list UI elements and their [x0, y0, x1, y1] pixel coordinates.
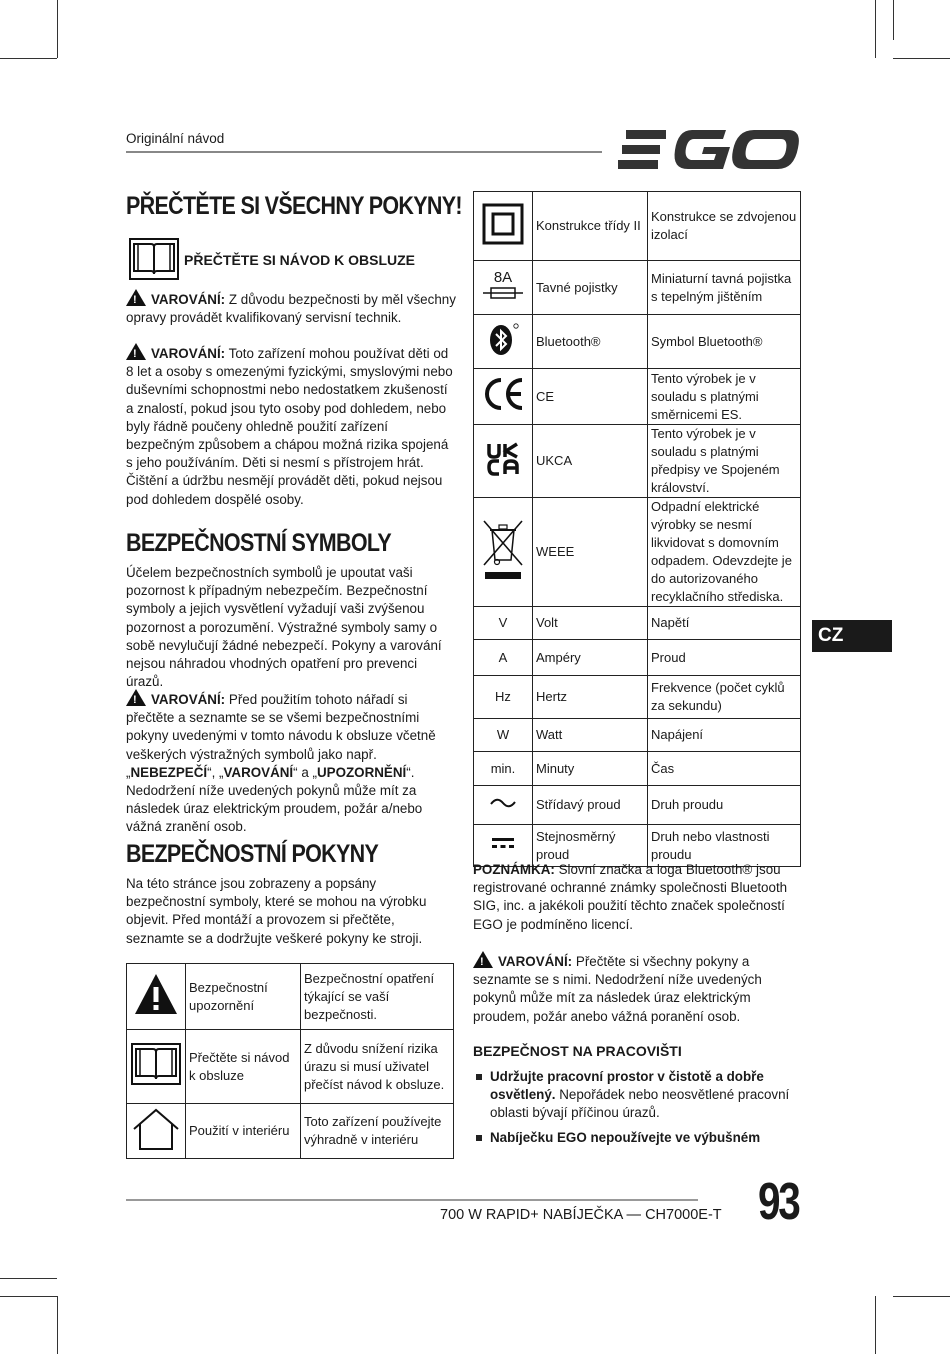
table-icon-cell: Hz — [474, 676, 533, 719]
warning-triangle-icon — [133, 971, 179, 1017]
table-icon-cell: V — [474, 607, 533, 640]
table-cell-desc: Konstrukce se zdvojenou izolací — [648, 192, 801, 261]
table-row — [127, 1030, 454, 1104]
table-cell-name: Střídavý proud — [533, 786, 648, 825]
table-row — [474, 786, 801, 825]
warning-text: Z důvodu bezpečnosti by měl všechny opravy provádět kvalifikovaný servisní technik. — [126, 292, 456, 326]
warning-icon — [473, 951, 493, 968]
warning-icon — [126, 689, 146, 706]
warning-block-4 — [473, 951, 803, 1026]
bluetooth-icon — [486, 321, 520, 357]
direct-current-icon — [491, 836, 515, 850]
note-text: Slovní značka a loga Bluetooth® jsou registrované ochranné známky společnosti Bluetooth SIG, inc. a jakékoli použití těchto značek společností EGO je podmíněno licencí. — [473, 862, 788, 932]
table-cell-desc: Symbol Bluetooth® — [648, 315, 801, 369]
table-icon-cell — [474, 786, 533, 825]
book-icon — [131, 1043, 181, 1085]
table-row — [127, 964, 454, 1030]
warning-icon — [126, 343, 146, 360]
table-row — [474, 640, 801, 676]
table-icon-cell — [474, 315, 533, 369]
signal-word-danger: NEBEZPEČÍ — [130, 764, 208, 780]
section-title-symbols: BEZPEČNOSTNÍ SYMBOLY — [126, 529, 391, 557]
section-title-read-all: PŘEČTĚTE SI VŠECHNY POKYNY! — [126, 192, 462, 220]
list-item — [473, 1068, 803, 1123]
table-icon-cell — [127, 964, 186, 1030]
note-block — [473, 861, 803, 934]
crop-mark — [875, 1296, 876, 1354]
house-icon — [131, 1107, 181, 1151]
table-cell-desc: Frekvence (počet cyklů za sekundu) — [648, 676, 801, 719]
warning-block-3 — [126, 689, 456, 837]
table-cell-desc: Z důvodu snížení rizika úrazu si musí uživatel přečíst návod k obsluze. — [301, 1030, 454, 1104]
table-cell-desc: Druh nebo vlastnosti proudu — [648, 825, 801, 867]
table-icon-cell — [127, 1104, 186, 1159]
table-cell-name: CE — [533, 369, 648, 425]
table-icon-cell: A — [474, 640, 533, 676]
table-icon-cell — [474, 425, 533, 498]
table-cell-name: UKCA — [533, 425, 648, 498]
language-tab: CZ — [812, 620, 892, 652]
table-cell-desc: Miniaturní tavná pojistka s tepelným jištěním — [648, 261, 801, 315]
header-rule — [126, 151, 602, 153]
book-icon — [129, 238, 179, 280]
ce-icon — [480, 374, 526, 414]
table-cell-name: Konstrukce třídy II — [533, 192, 648, 261]
table-row — [127, 1104, 454, 1159]
warning-label: VAROVÁNÍ: — [498, 954, 573, 969]
crop-mark — [0, 58, 57, 59]
table-icon-cell: W — [474, 719, 533, 752]
warning-text: Toto zařízení mohou používat děti od 8 let a osoby s omezenými fyzickými, smyslovými nebo duševními schopnostmi nebo nedostatkem zkušeností a znalostí, pokud jsou tyto osoby pod dohledem, nebo byly řádně poučeny ohledně použití zařízení bezpečným způsobem a chápou možná rizika spojená s jeho používáním. Děti si nesmí s přístrojem hrát. Čištění a údržbu nesmějí provádět děti, pokud nejsou pod dohledem dospělé osoby. — [126, 346, 453, 507]
table-cell-name: Přečtěte si návod k obsluze — [186, 1030, 301, 1104]
electrical-symbols-table — [473, 191, 801, 867]
warning-label: VAROVÁNÍ: — [151, 692, 226, 707]
note-label: POZNÁMKA: — [473, 862, 555, 877]
class-ii-icon — [481, 202, 525, 246]
symbols-intro: Účelem bezpečnostních symbolů je upoutat vaši pozornost k případným nebezpečím. Bezpečnostní symboly a jejich vysvětlení vyžadují vaši zvýšenou pozornost a porozumění. Výstražné symboly samy o sobě nevylučují žádné nebezpečí. Pokyny a varování nejsou náhradou vhodných opatření pro prevenci úrazů. — [126, 565, 442, 690]
table-row — [474, 315, 801, 369]
table-row — [474, 425, 801, 498]
table-row — [474, 261, 801, 315]
instructions-intro: Na této stránce jsou zobrazeny a popsány bezpečnostní symboly, které se mohou na výrobku objevit. Před montáží a provozem si přečtěte, seznamte se a dodržujte veškeré pokyny ke stroji. — [126, 876, 427, 946]
table-cell-desc: Proud — [648, 640, 801, 676]
table-cell-desc: Čas — [648, 752, 801, 786]
crop-mark — [0, 1296, 57, 1297]
table-row — [474, 752, 801, 786]
table-cell-desc: Napájení — [648, 719, 801, 752]
table-row — [474, 607, 801, 640]
list-item — [473, 1129, 803, 1147]
warning-text: Před použitím tohoto nářadí si přečtěte a seznamte se se všemi bezpečnostními pokyny uvedenými v tomto návodu k obsluze včetně veškerých výstražných symbolů jako např. „ — [126, 692, 436, 780]
table-cell-name: Minuty — [533, 752, 648, 786]
table-icon-cell — [474, 261, 533, 315]
warning-label: VAROVÁNÍ: — [151, 346, 226, 361]
table-cell-desc: Tento výrobek je v souladu s platnými směrnicemi ES. — [648, 369, 801, 425]
ukca-icon — [485, 441, 521, 477]
list-item-text: Nepořádek nebo neosvětlené pracovní oblasti bývají příčinou úrazů. — [490, 1087, 790, 1121]
table-cell-desc: Toto zařízení používejte výhradně v interiéru — [301, 1104, 454, 1159]
crop-mark — [875, 0, 876, 58]
ego-logo — [618, 128, 800, 172]
table-cell-name: Použití v interiéru — [186, 1104, 301, 1159]
fuse-rating: 8A — [493, 269, 513, 286]
crop-mark — [57, 0, 58, 58]
warning-text: Přečtěte si všechny pokyny a seznamte se s nimi. Nedodržení níže uvedených pokynů může mít za následek úraz elektrickým proudem, požár anebo vážná poranění osob. — [473, 954, 762, 1024]
table-row — [474, 676, 801, 719]
workplace-list — [473, 1068, 803, 1147]
fuse-icon — [481, 286, 525, 300]
table-row — [474, 719, 801, 752]
table-row — [474, 498, 801, 607]
page-number: 93 — [758, 1173, 799, 1231]
table-cell-name: Volt — [533, 607, 648, 640]
table-cell-name: WEEE — [533, 498, 648, 607]
signal-word-warning: VAROVÁNÍ — [223, 764, 294, 780]
warning-block-1 — [126, 289, 456, 327]
warning-text: “. Nedodržení níže uvedených pokynů může mít za následek úraz elektrickým proudem, požár a/nebo vážná zranění osob. — [126, 764, 423, 835]
workplace-title: BEZPEČNOST NA PRACOVIŠTI — [473, 1043, 682, 1059]
table-icon-cell — [474, 369, 533, 425]
table-cell-name: Stejnosměrný proud — [533, 825, 648, 867]
warning-label: VAROVÁNÍ: — [151, 292, 226, 307]
table-cell-name: Bluetooth® — [533, 315, 648, 369]
warning-block-2 — [126, 343, 456, 509]
table-icon-cell — [127, 1030, 186, 1104]
table-row — [474, 192, 801, 261]
table-icon-cell — [474, 192, 533, 261]
alternating-current-icon — [489, 796, 517, 810]
list-item-bold: Udržujte pracovní prostor v čistotě a dobře osvětlený. — [490, 1069, 764, 1103]
warning-text: “ a „ — [293, 764, 317, 780]
table-cell-name: Tavné pojistky — [533, 261, 648, 315]
safety-symbols-table — [126, 963, 454, 1159]
signal-word-caution: UPOZORNĚNÍ — [316, 764, 407, 780]
crop-mark — [57, 1296, 58, 1354]
crop-mark — [893, 58, 950, 59]
table-cell-name: Hertz — [533, 676, 648, 719]
table-cell-name: Watt — [533, 719, 648, 752]
footer-text: 700 W RAPID+ NABÍJEČKA — CH7000E-T — [440, 1207, 722, 1223]
table-cell-name: Ampéry — [533, 640, 648, 676]
table-cell-desc: Tento výrobek je v souladu s platnými předpisy ve Spojeném království. — [648, 425, 801, 498]
weee-icon — [481, 518, 525, 582]
crop-mark — [0, 1278, 57, 1279]
table-icon-cell — [474, 498, 533, 607]
crop-mark — [893, 0, 894, 40]
table-row — [474, 369, 801, 425]
footer-rule — [126, 1199, 698, 1201]
table-icon-cell: min. — [474, 752, 533, 786]
table-cell-desc: Druh proudu — [648, 786, 801, 825]
list-item-bold: Nabíječku EGO nepoužívejte ve výbušném — [490, 1129, 761, 1145]
table-cell-desc: Napětí — [648, 607, 801, 640]
section-title-instructions: BEZPEČNOSTNÍ POKYNY — [126, 840, 379, 868]
table-cell-desc: Odpadní elektrické výrobky se nesmí likvidovat s domovním odpadem. Odevzdejte je do autorizovaného recyklačního střediska. — [648, 498, 801, 607]
header-subtitle: Originální návod — [126, 131, 225, 146]
warning-text: “, „ — [207, 764, 224, 780]
crop-mark — [893, 1296, 950, 1297]
table-cell-name: Bezpečnostní upozornění — [186, 964, 301, 1030]
warning-icon — [126, 289, 146, 306]
manual-label: PŘEČTĚTE SI NÁVOD K OBSLUZE — [184, 252, 416, 268]
table-cell-desc: Bezpečnostní opatření týkající se vaší bezpečnosti. — [301, 964, 454, 1030]
